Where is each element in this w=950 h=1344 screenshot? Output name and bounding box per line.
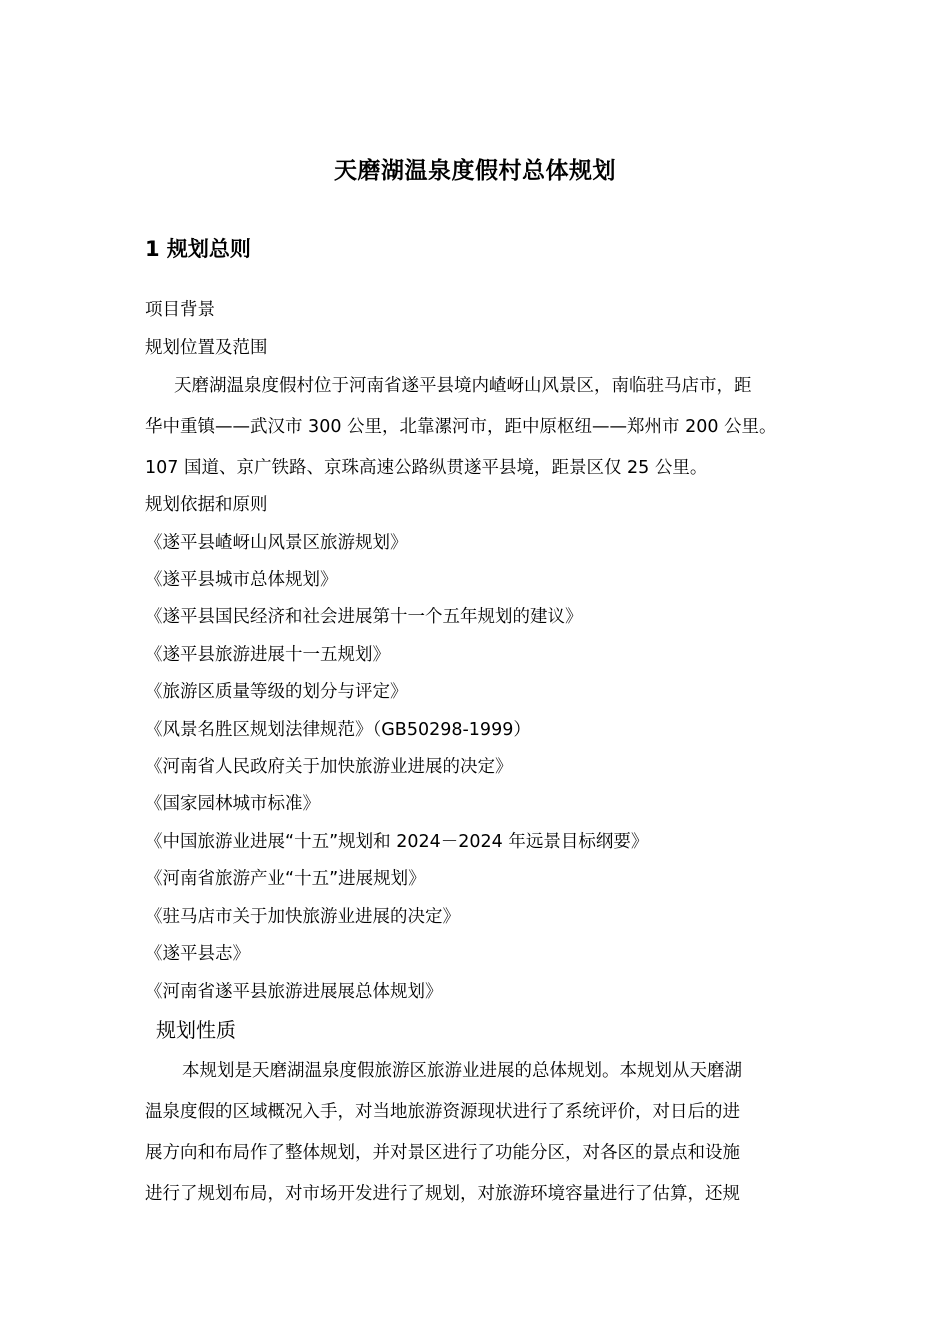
document-title: 天磨湖温泉度假村总体规划 <box>334 158 616 184</box>
reference-item: 《国家园林城市标准》 <box>145 794 320 814</box>
location-paragraph-line: 华中重镇——武汉市 300 公里，北靠漯河市，距中原枢纽——郑州市 200 公里。 <box>145 417 777 437</box>
reference-item: 《遂平县旅游进展十一五规划》 <box>145 645 390 665</box>
label-project-background: 项目背景 <box>145 300 215 320</box>
reference-item: 《驻马店市关于加快旅游业进展的决定》 <box>145 907 460 927</box>
reference-item: 《遂平县国民经济和社会进展第十一个五年规划的建议》 <box>145 607 583 627</box>
label-basis-principles: 规划依据和原则 <box>145 495 268 515</box>
reference-item: 《河南省旅游产业“十五”进展规划》 <box>145 869 426 889</box>
label-location-scope: 规划位置及范围 <box>145 338 268 358</box>
reference-item: 《河南省人民政府关于加快旅游业进展的决定》 <box>145 757 513 777</box>
location-paragraph-line: 107 国道、京广铁路、京珠高速公路纵贯遂平县境，距景区仅 25 公里。 <box>145 458 708 478</box>
nature-heading: 规划性质 <box>156 1018 236 1042</box>
reference-item: 《风景名胜区规划法律规范》（GB50298-1999） <box>145 720 531 740</box>
nature-paragraph-line: 进行了规划布局，对市场开发进行了规划，对旅游环境容量进行了估算，还规 <box>145 1184 740 1204</box>
reference-item: 《遂平县嵖岈山风景区旅游规划》 <box>145 533 408 553</box>
reference-item: 《旅游区质量等级的划分与评定》 <box>145 682 408 702</box>
location-paragraph-line: 天磨湖温泉度假村位于河南省遂平县境内嵖岈山风景区，南临驻马店市，距 <box>174 376 752 396</box>
reference-item: 《遂平县志》 <box>145 944 250 964</box>
nature-paragraph-line: 展方向和布局作了整体规划，并对景区进行了功能分区，对各区的景点和设施 <box>145 1143 740 1163</box>
nature-paragraph-line: 温泉度假的区域概况入手，对当地旅游资源现状进行了系统评价，对日后的进 <box>145 1102 740 1122</box>
reference-item: 《中国旅游业进展“十五”规划和 2024－2024 年远景目标纲要》 <box>145 832 649 852</box>
reference-item: 《河南省遂平县旅游进展展总体规划》 <box>145 982 443 1002</box>
section-heading: 1 规划总则 <box>145 237 251 261</box>
reference-item: 《遂平县城市总体规划》 <box>145 570 338 590</box>
nature-paragraph-line: 本规划是天磨湖温泉度假旅游区旅游业进展的总体规划。本规划从天磨湖 <box>182 1061 742 1081</box>
